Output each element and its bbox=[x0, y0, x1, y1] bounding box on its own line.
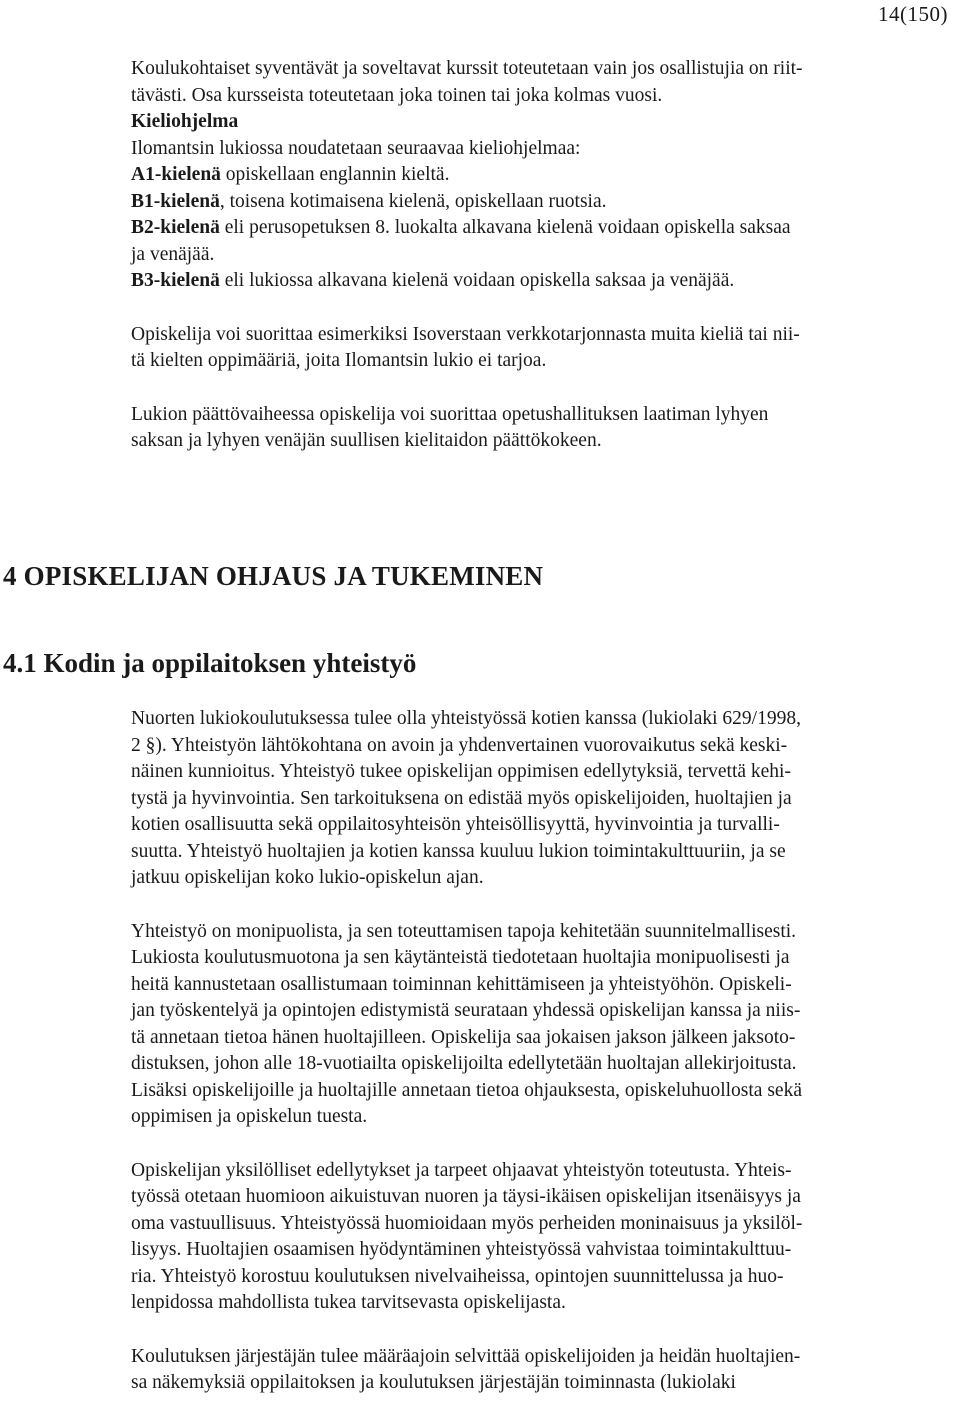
a1-label: A1-kielenä bbox=[131, 164, 221, 185]
language-a1 bbox=[131, 162, 951, 189]
chapter-heading: 4 OPISKELIJAN OHJAUS JA TUKEMINEN bbox=[3, 561, 544, 591]
text-line: Yhteistyö on monipuolista, ja sen toteuttamisen tapoja kehitetään suunnitelmallisesti. bbox=[131, 920, 797, 942]
paragraph bbox=[131, 322, 951, 375]
paragraph bbox=[131, 402, 951, 455]
paragraph bbox=[131, 1344, 951, 1397]
text-line: Opiskelijan yksilölliset edellytykset ja tarpeet ohjaavat yhteistyön toteutusta. Yhteis- bbox=[131, 1159, 792, 1181]
language-b2 bbox=[131, 215, 951, 242]
text-line: Lisäksi opiskelijoille ja huoltajille annetaan tietoa ohjauksesta, opiskeluhuollosta sekä bbox=[131, 1079, 802, 1101]
b2-text: eli perusopetuksen 8. luokalta alkavana kielenä voidaan opiskella saksaa bbox=[219, 217, 791, 238]
language-program-heading: Kieliohjelma bbox=[131, 111, 239, 132]
text-line: tävästi. Osa kursseista toteutetaan joka toinen tai joka kolmas vuosi. bbox=[131, 84, 663, 106]
text-line: näinen kunnioitus. Yhteistyö tukee opiskelijan oppimisen edellytyksiä, tervettä kehi- bbox=[131, 761, 791, 782]
text-line: tystä ja hyvinvointia. Sen tarkoituksena on edistää myös opiskelijoiden, huoltajien ja bbox=[131, 787, 792, 809]
text-line: sa näkemyksiä oppilaitoksen ja koulutuksen järjestäjän toiminnasta (lukiolaki bbox=[131, 1372, 736, 1393]
text-line: työssä otetaan huomioon aikuistuvan nuoren ja täysi-ikäisen opiskelijan itsenäisyys ja bbox=[131, 1186, 801, 1207]
b1-label: B1-kielenä bbox=[131, 190, 220, 212]
text-line: oppimisen ja opiskelun tuesta. bbox=[131, 1106, 368, 1127]
text-line: oma vastuullisuus. Yhteistyössä huomioidaan myös perheiden moninaisuus ja yksilöl- bbox=[131, 1212, 803, 1234]
intro-paragraph bbox=[131, 56, 951, 109]
document-body-top bbox=[131, 56, 951, 455]
language-b3 bbox=[131, 268, 951, 295]
paragraph bbox=[131, 1158, 951, 1317]
text-line: heitä kannustetaan osallistumaan toiminnan kehittämiseen ja yhteistyöhön. Opiskeli- bbox=[131, 973, 792, 995]
text-line: lenpidossa mahdollista tukea tarvitsevasta opiskelijasta. bbox=[131, 1292, 566, 1313]
language-program bbox=[131, 109, 951, 295]
text-line: tä kielten oppimääriä, joita Ilomantsin lukio ei tarjoa. bbox=[131, 350, 547, 371]
text-line: Lukion päättövaiheessa opiskelija voi suorittaa opetushallituksen laatiman lyhyen bbox=[131, 403, 769, 425]
paragraph bbox=[131, 706, 951, 892]
text-line: jatkuu opiskelijan koko lukio-opiskelun ajan. bbox=[131, 867, 484, 888]
text-line: Koulukohtaiset syventävät ja soveltavat kurssit toteutetaan vain jos osallistujia on riit- bbox=[131, 58, 803, 79]
text-line: jan työskentelyä ja opintojen edistymistä seurataan yhdessä opiskelijan kanssa ja niis- bbox=[131, 1000, 801, 1021]
text-line: Ilomantsin lukiossa noudatetaan seuraavaa kieliohjelmaa: bbox=[131, 137, 581, 159]
a1-text: opiskellaan englannin kieltä. bbox=[220, 164, 450, 185]
text-line: suutta. Yhteistyö huoltajien ja kotien kanssa kuuluu lukion toimintakulttuuriin, ja se bbox=[131, 840, 786, 862]
section-heading: 4.1 Kodin ja oppilaitoksen yhteistyö bbox=[3, 648, 417, 678]
text-line: Nuorten lukiokoulutuksessa tulee olla yhteistyössä kotien kanssa (lukiolaki 629/1998, bbox=[131, 708, 801, 729]
b1-text: , toisena kotimaisena kielenä, opiskellaan ruotsia. bbox=[219, 190, 607, 212]
page-number: 14(150) bbox=[878, 2, 948, 26]
b3-label: B3-kielenä bbox=[131, 270, 220, 291]
document-body-section bbox=[131, 706, 951, 1397]
text-line: ja venäjää. bbox=[131, 243, 215, 265]
text-line: saksan ja lyhyen venäjän suullisen kielitaidon päättökokeen. bbox=[131, 430, 602, 451]
text-line: lisyys. Huoltajien osaamisen hyödyntäminen yhteistyössä vahvistaa toimintakulttuu- bbox=[131, 1239, 792, 1260]
text-line: Lukiosta koulutusmuotona ja sen käytänteistä tiedotetaan huoltajia monipuolisesti ja bbox=[131, 947, 790, 968]
paragraph bbox=[131, 919, 951, 1131]
language-b1 bbox=[131, 189, 951, 216]
text-line: ria. Yhteistyö korostuu koulutuksen nivelvaiheissa, opintojen suunnittelussa ja huo- bbox=[131, 1265, 784, 1287]
text-line: 2 §). Yhteistyön lähtökohtana on avoin ja yhdenvertainen vuorovaikutus sekä keski- bbox=[131, 734, 788, 756]
text-line: distuksen, johon alle 18-vuotiailta opiskelijoilta edellytetään huoltajan allekirjoitusta. bbox=[131, 1053, 797, 1074]
text-line: tä annetaan tietoa hänen huoltajilleen. Opiskelija saa jokaisen jakson jälkeen jaksoto- bbox=[131, 1026, 796, 1048]
text-line: kotien osallisuutta sekä oppilaitosyhteisön yhteisöllisyyttä, hyvinvointia ja turvalli- bbox=[131, 814, 780, 835]
text-line: Opiskelija voi suorittaa esimerkiksi Isoverstaan verkkotarjonnasta muita kieliä tai nii- bbox=[131, 323, 800, 345]
b3-text: eli lukiossa alkavana kielenä voidaan opiskella saksaa ja venäjää. bbox=[219, 270, 735, 291]
b2-label: B2-kielenä bbox=[131, 217, 220, 238]
text-line: Koulutuksen järjestäjän tulee määräajoin selvittää opiskelijoiden ja heidän huoltajien- bbox=[131, 1345, 801, 1367]
